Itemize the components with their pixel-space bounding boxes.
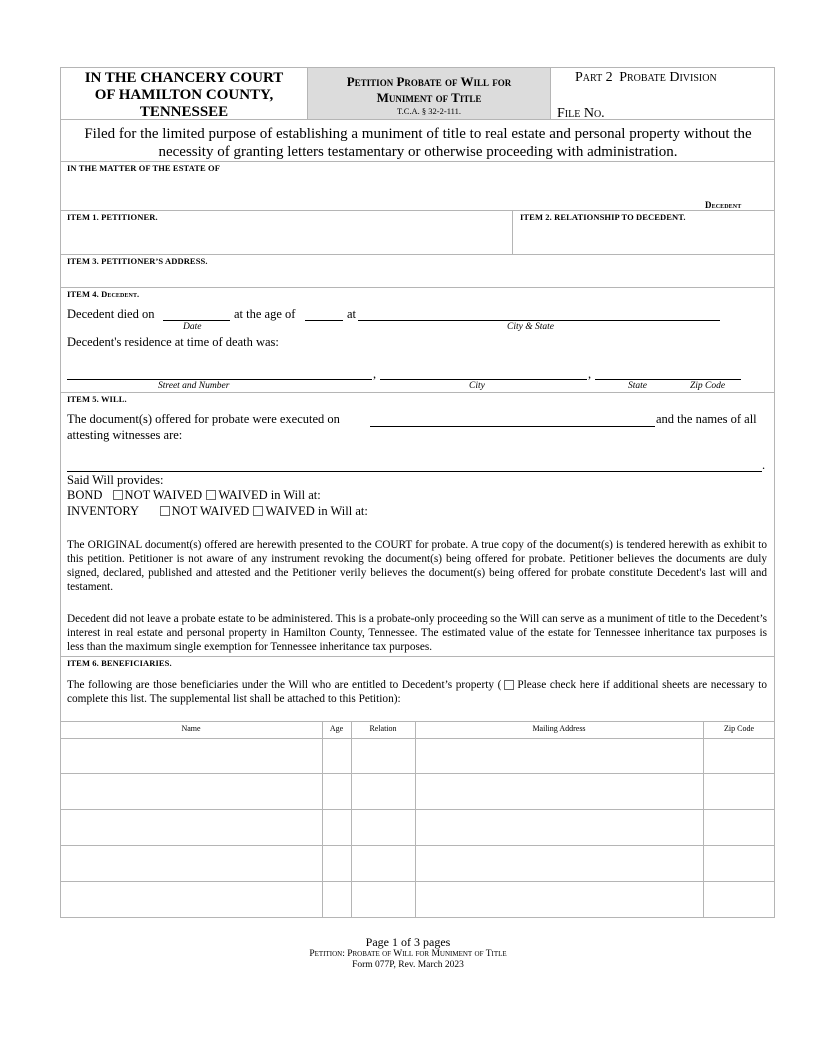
col-name: Name — [181, 724, 201, 733]
executed-on-text: The document(s) offered for probate were executed on — [67, 412, 340, 426]
died-on-text: Decedent died on — [67, 307, 155, 321]
table-row[interactable] — [60, 810, 775, 845]
footer — [0, 936, 816, 971]
item3-label: ITEM 3. PETITIONER’S ADDRESS. — [67, 256, 208, 266]
bond-row — [67, 488, 321, 503]
at-text: at — [347, 307, 357, 321]
purpose-statement: Filed for the limited purpose of establishing a muniment of title to real estate and personal property without the necessity of granting letters testamentary or otherwise proceeding with administration. — [84, 126, 752, 160]
inventory-row — [67, 504, 368, 519]
form-title-line-1: Petition Probate of Will for — [346, 74, 512, 89]
bond-not-waived-label: NOT WAIVED — [124, 488, 203, 502]
division-label — [575, 70, 717, 86]
beneficiaries-intro — [67, 678, 767, 706]
age-line[interactable] — [305, 320, 343, 321]
state-caption: State — [628, 381, 647, 391]
court-line-2: OF HAMILTON COUNTY, — [94, 87, 274, 103]
residence-text: Decedent's residence at time of death was: — [67, 335, 279, 349]
comma-1: , — [373, 367, 377, 381]
original-documents-paragraph: The ORIGINAL document(s) offered are herewith presented to the COURT for probate. A true copy of the document(s) is tendered herewith as exhibit to this petition. Petitioner is not aware of any instrument revoking the document(s) being offered for probate. Petitioner believes the documents are duly signed, declared, published and attested and the Petitioner verily believes the document(s) being offered for probate constitute Decedent's last will and testament. — [67, 539, 767, 593]
age-text: at the age of — [234, 307, 296, 321]
col-zip-code: Zip Code — [724, 724, 754, 733]
comma-2: , — [588, 367, 592, 381]
inventory-waived-checkbox[interactable] — [253, 506, 263, 516]
no-estate-paragraph: Decedent did not leave a probate estate to be administered. This is a probate-only proceeding so the Will can serve as a muniment of title to the Decedent’s interest in real estate and personal property in Hamilton County, Tennessee. The estimated value of the estate for Tennessee inheritance tax purposes is less than the maximum single exemption for Tennessee inheritance tax purposes. — [67, 613, 767, 653]
item1-label: ITEM 1. PETITIONER. — [67, 212, 158, 222]
intro-before: The following are those beneficiaries under the Will who are entitled to Decedent’s property ( — [67, 679, 502, 691]
witnesses-period: . — [762, 458, 766, 472]
decedent-caption: Decedent — [705, 200, 742, 210]
city-state-caption: City & State — [507, 322, 554, 332]
additional-sheets-checkbox[interactable] — [504, 680, 514, 690]
bond-waived-checkbox[interactable] — [206, 490, 216, 500]
intro-after: Please check here if additional sheets are necessary to complete this list. The supplemental list shall be attached to this Petition): — [67, 679, 767, 705]
table-row[interactable] — [60, 774, 775, 809]
date-caption: Date — [183, 322, 202, 332]
table-row[interactable] — [60, 739, 775, 773]
names-witnesses-text: and the names of all — [656, 412, 757, 426]
inventory-waived-label: WAIVED in Will at: — [265, 504, 368, 518]
bond-label: BOND — [67, 488, 103, 502]
bond-waived-label: WAIVED in Will at: — [218, 488, 321, 502]
bond-not-waived-checkbox[interactable] — [113, 490, 123, 500]
footer-form-title: Petition: Probate of Will for Muniment of Title — [309, 949, 507, 959]
page-number: Page 1 of 3 pages — [365, 935, 451, 949]
item5-label: ITEM 5. WILL. — [67, 394, 127, 404]
city-line[interactable] — [380, 379, 587, 380]
death-date-line[interactable] — [163, 320, 230, 321]
table-row[interactable] — [60, 846, 775, 881]
item4-word: Decedent. — [101, 289, 140, 299]
state-zip-line[interactable] — [595, 379, 741, 380]
table-row[interactable] — [60, 882, 775, 917]
inventory-not-waived-checkbox[interactable] — [160, 506, 170, 516]
zip-caption: Zip Code — [690, 381, 726, 391]
item4-label — [67, 289, 139, 299]
probate-division: Probate Division — [619, 70, 717, 85]
said-will-text: Said Will provides: — [67, 473, 164, 487]
court-line-1: IN THE CHANCERY COURT — [84, 70, 284, 86]
statute-reference: T.C.A. § 32-2-111. — [397, 106, 461, 116]
street-caption: Street and Number — [158, 381, 230, 391]
street-line[interactable] — [67, 379, 372, 380]
item4-prefix: ITEM 4. — [67, 289, 99, 299]
attesting-text: attesting witnesses are: — [67, 428, 183, 442]
city-state-line[interactable] — [358, 320, 720, 321]
col-age: Age — [329, 724, 344, 733]
form-title — [308, 73, 550, 116]
court-name — [62, 70, 306, 121]
footer-form-number: Form 077P, Rev. March 2023 — [352, 960, 464, 970]
part-label: Part 2 — [575, 70, 613, 85]
execution-date-line[interactable] — [370, 426, 655, 427]
inventory-not-waived-label: NOT WAIVED — [171, 504, 250, 518]
col-mailing-address: Mailing Address — [532, 724, 586, 733]
item6-label: ITEM 6. BENEFICIARIES. — [67, 658, 172, 668]
file-no-label: File No. — [557, 106, 605, 121]
witnesses-line[interactable] — [67, 471, 762, 472]
item2-label: ITEM 2. RELATIONSHIP TO DECEDENT. — [520, 212, 686, 222]
col-relation: Relation — [369, 724, 397, 733]
city-caption: City — [469, 381, 485, 391]
estate-label: IN THE MATTER OF THE ESTATE OF — [67, 163, 221, 173]
court-line-3: TENNESSEE — [139, 104, 229, 120]
inventory-label: INVENTORY — [67, 504, 139, 518]
form-title-line-2: Muniment of Title — [376, 90, 482, 105]
